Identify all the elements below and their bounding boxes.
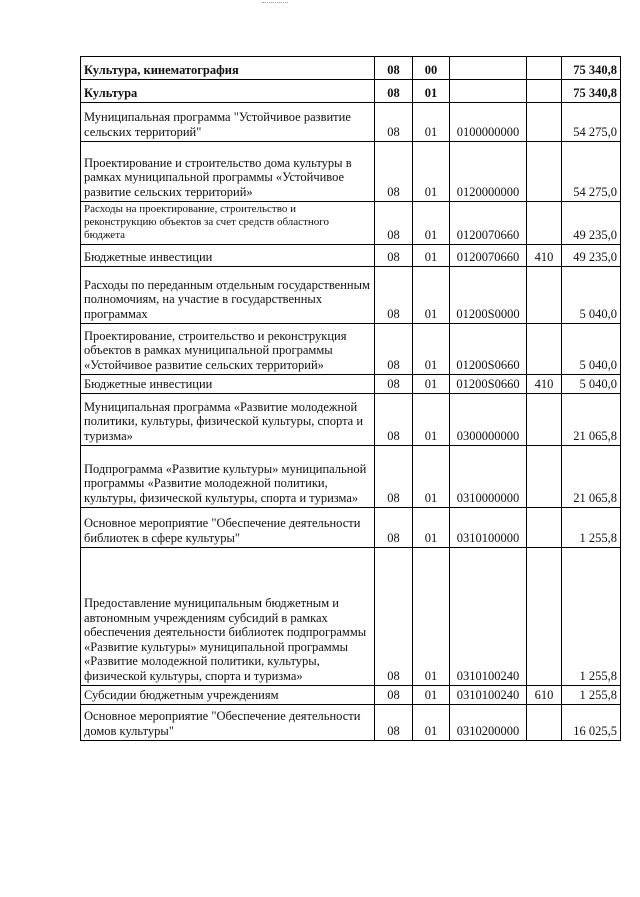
row-amount: 21 065,8 [562,446,621,508]
row-expense-type [527,508,562,548]
table-row [81,446,621,508]
row-target-article: 0120070660 [450,202,527,245]
row-section-code: 08 [375,267,413,324]
row-section-code: 08 [375,508,413,548]
table-row [81,705,621,741]
table-row [81,267,621,324]
table-row [81,548,621,686]
row-expense-type [527,324,562,375]
budget-table [80,56,621,741]
row-subsection-code: 01 [413,394,450,446]
row-subsection-code: 01 [413,508,450,548]
row-amount: 1 255,8 [562,686,621,705]
row-subsection-code: 01 [413,705,450,741]
row-amount: 49 235,0 [562,245,621,267]
row-name: Расходы на проектирование, строительство и реконструкцию объектов за счет средств областного бюджета [81,202,375,245]
row-target-article: 0310100240 [450,686,527,705]
row-target-article: 01200S0000 [450,267,527,324]
row-subsection-code: 01 [413,548,450,686]
row-expense-type [527,103,562,142]
row-section-code: 08 [375,705,413,741]
row-amount: 54 275,0 [562,103,621,142]
row-section-code: 08 [375,446,413,508]
row-name: Предоставление муниципальным бюджетным и автономным учреждениям субсидий в рамках обеспечения деятельности библиотек подпрограммы «Развитие культуры» муниципальной программы «Развитие молодежной политики, культуры, физической культуры, спорта и туризма» [81,548,375,686]
row-amount: 75 340,8 [562,57,621,80]
table-row [81,80,621,103]
row-section-code: 08 [375,202,413,245]
row-amount: 5 040,0 [562,375,621,394]
row-expense-type: 610 [527,686,562,705]
row-name: Муниципальная программа "Устойчивое развитие сельских территорий" [81,103,375,142]
row-expense-type [527,548,562,686]
row-expense-type: 410 [527,375,562,394]
row-target-article: 0310200000 [450,705,527,741]
table-row [81,202,621,245]
row-amount: 16 025,5 [562,705,621,741]
row-expense-type [527,705,562,741]
page-top-mark [262,2,288,3]
row-subsection-code: 01 [413,375,450,394]
row-expense-type [527,267,562,324]
row-target-article: 01200S0660 [450,375,527,394]
table-row [81,103,621,142]
row-expense-type [527,446,562,508]
row-expense-type: 410 [527,245,562,267]
row-expense-type [527,202,562,245]
row-section-code: 08 [375,245,413,267]
row-section-code: 08 [375,394,413,446]
row-amount: 5 040,0 [562,324,621,375]
row-name: Муниципальная программа «Развитие молодежной политики, культуры, физической культуры, спорта и туризма» [81,394,375,446]
row-section-code: 08 [375,80,413,103]
row-subsection-code: 01 [413,103,450,142]
row-subsection-code: 01 [413,446,450,508]
row-section-code: 08 [375,142,413,202]
row-name: Расходы по переданным отдельным государственным полномочиям, на участие в государственных программах [81,267,375,324]
row-target-article: 0120070660 [450,245,527,267]
row-amount: 75 340,8 [562,80,621,103]
row-subsection-code: 00 [413,57,450,80]
row-amount: 5 040,0 [562,267,621,324]
row-name: Культура, кинематография [81,57,375,80]
table-row [81,324,621,375]
row-section-code: 08 [375,548,413,686]
row-target-article: 0310100000 [450,508,527,548]
row-name: Культура [81,80,375,103]
row-target-article: 0310000000 [450,446,527,508]
row-subsection-code: 01 [413,202,450,245]
row-name: Бюджетные инвестиции [81,375,375,394]
row-subsection-code: 01 [413,245,450,267]
row-amount: 21 065,8 [562,394,621,446]
table-row [81,394,621,446]
row-amount: 54 275,0 [562,142,621,202]
row-name: Основное мероприятие "Обеспечение деятельности библиотек в сфере культуры" [81,508,375,548]
row-expense-type [527,57,562,80]
row-section-code: 08 [375,686,413,705]
row-name: Бюджетные инвестиции [81,245,375,267]
row-section-code: 08 [375,324,413,375]
row-subsection-code: 01 [413,686,450,705]
row-expense-type [527,394,562,446]
row-subsection-code: 01 [413,324,450,375]
row-target-article [450,57,527,80]
row-section-code: 08 [375,103,413,142]
table-row [81,375,621,394]
row-name: Проектирование, строительство и реконструкция объектов в рамках муниципальной программы «Устойчивое развитие сельских территорий» [81,324,375,375]
row-target-article: 01200S0660 [450,324,527,375]
row-subsection-code: 01 [413,267,450,324]
row-subsection-code: 01 [413,142,450,202]
row-name: Субсидии бюджетным учреждениям [81,686,375,705]
table-row [81,245,621,267]
row-section-code: 08 [375,57,413,80]
table-row [81,142,621,202]
row-target-article: 0100000000 [450,103,527,142]
row-amount: 1 255,8 [562,508,621,548]
row-name: Подпрограмма «Развитие культуры» муниципальной программы «Развитие молодежной политики, культуры, физической культуры, спорта и туризма» [81,446,375,508]
row-name: Основное мероприятие "Обеспечение деятельности домов культуры" [81,705,375,741]
row-amount: 49 235,0 [562,202,621,245]
row-expense-type [527,80,562,103]
row-subsection-code: 01 [413,80,450,103]
row-target-article: 0120000000 [450,142,527,202]
row-expense-type [527,142,562,202]
row-target-article: 0310100240 [450,548,527,686]
row-amount: 1 255,8 [562,548,621,686]
row-name: Проектирование и строительство дома культуры в рамках муниципальной программы «Устойчивое развитие сельских территорий» [81,142,375,202]
row-target-article: 0300000000 [450,394,527,446]
row-target-article [450,80,527,103]
table-row [81,57,621,80]
table-row [81,508,621,548]
table-row [81,686,621,705]
row-section-code: 08 [375,375,413,394]
